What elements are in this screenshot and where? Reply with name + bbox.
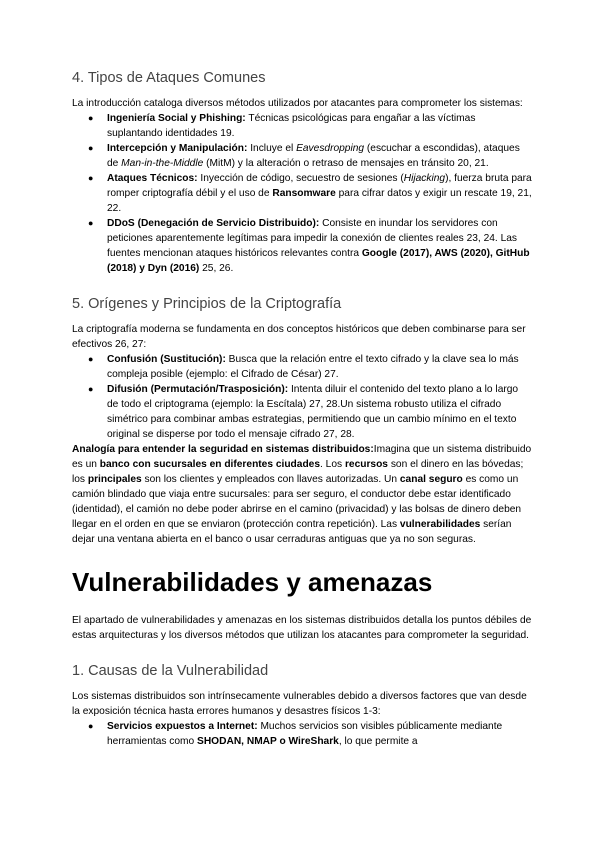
- section-5-intro: La criptografía moderna se fundamenta en dos conceptos históricos que deben combinarse para ser efectivos 26, 27:: [72, 324, 526, 350]
- attack-types-list: [72, 111, 532, 276]
- causes-list: [72, 719, 532, 749]
- bullet-icon: ●: [88, 113, 94, 123]
- chapter-intro: El apartado de vulnerabilidades y amenazas en los sistemas distribuidos detalla los puntos débiles de estas arquitecturas y los diversos métodos que utilizan los atacantes para comprometer la seguridad.: [72, 615, 532, 641]
- section-4-intro: La introducción cataloga diversos métodos utilizados por atacantes para comprometer los sistemas:: [72, 98, 523, 109]
- bullet-icon: ●: [88, 384, 94, 394]
- section-4-heading: 4. Tipos de Ataques Comunes: [72, 70, 266, 86]
- list-item: ● Servicios expuestos a Internet: Muchos servicios son visibles públicamente mediante herramientas como SHODAN, NMAP o WireShark, lo que permite a: [88, 721, 503, 747]
- bullet-icon: ●: [88, 354, 94, 364]
- list-item: ● Ataques Técnicos: Inyección de código, secuestro de sesiones (Hijacking), fuerza bruta para romper criptografía débil y el uso de Ransomware para cifrar datos y exigir un rescate 19, 21, 22.: [88, 173, 532, 214]
- bullet-icon: ●: [88, 218, 94, 228]
- bullet-icon: ●: [88, 721, 94, 731]
- list-item: ● Intercepción y Manipulación: Incluye el Eavesdropping (escuchar a escondidas), ataques de Man-in-the-Middle (MitM) y la alteración o retraso de mensajes en tránsito 20, 21.: [88, 143, 520, 169]
- bullet-icon: ●: [88, 173, 94, 183]
- list-item: ● Difusión (Permutación/Trasposición): Intenta diluir el contenido del texto plano a lo largo de todo el criptograma (ejemplo: la Escítala) 27, 28.Un sistema robusto utiliza el cifrado simétrico para combinar ambas estrategias, permitiendo que un cambio mínimo en el texto original se disperse por todo el mensaje cifrado 27, 28.: [88, 384, 519, 440]
- list-item: ● DDoS (Denegación de Servicio Distribuido): Consiste en inundar los servidores con peticiones aparentemente legítimas para impedir la conexión de clientes reales 23, 24. Las fuentes mencionan ataques históricos relevantes contra Google (2017), AWS (2020), GitHub (2018) y Dyn (2016) 25, 26.: [88, 218, 530, 274]
- causes-heading: 1. Causas de la Vulnerabilidad: [72, 663, 269, 679]
- chapter-title: Vulnerabilidades y amenazas: [72, 567, 433, 597]
- causes-intro: Los sistemas distribuidos son intrínsecamente vulnerables debido a diversos factores que van desde la exposición técnica hasta errores humanos y desastres físicos 1-3:: [72, 691, 527, 717]
- crypto-principles-list: [72, 352, 532, 442]
- analogy-paragraph: Analogía para entender la seguridad en sistemas distribuidos:Imagina que un sistema distribuido es un banco con sucursales en diferentes ciudades. Los recursos son el dinero en las bóvedas; los principales son los clientes y empleados con llaves autorizadas. Un canal seguro es como un camión blindado que viaja entre sucursales: para ser seguro, el conductor debe estar identificado (identidad), el camión no debe poder abrirse en el camino (privacidad) y las bolsas de dinero deben llegar en el orden en que se enviaron (protección contra repetición). Las vulnerabilidades serían dejar una ventana abierta en el banco o usar cerraduras antiguas que ya no son seguras.: [72, 444, 532, 545]
- list-item: ● Ingeniería Social y Phishing: Técnicas psicológicas para engañar a las víctimas suplantando identidades 19.: [88, 113, 476, 139]
- section-5-heading: 5. Orígenes y Principios de la Criptografía: [72, 296, 342, 312]
- document-page: [72, 68, 532, 749]
- list-item: ● Confusión (Sustitución): Busca que la relación entre el texto cifrado y la clave sea lo más compleja posible (ejemplo: el Cifrado de César) 27.: [88, 354, 519, 380]
- bullet-icon: ●: [88, 143, 94, 153]
